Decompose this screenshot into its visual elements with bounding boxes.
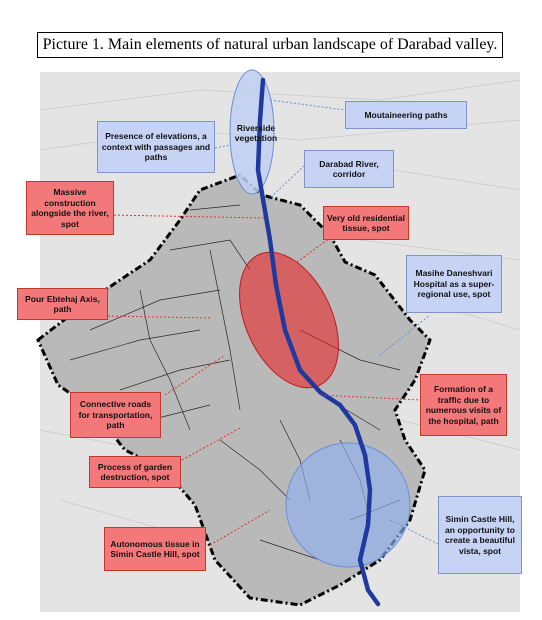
label-presence-of-elevations: Presence of elevations, a context with passages and paths bbox=[97, 121, 215, 173]
label-massive-construction: Massive construction alongside the river, spot bbox=[26, 181, 114, 235]
label-garden-destruction: Process of garden destruction, spot bbox=[89, 456, 181, 488]
label-riverside-vegetation: Riverside vegetation bbox=[234, 122, 278, 143]
label-very-old-residential: Very old residential tissue, spot bbox=[323, 206, 409, 240]
label-formation-of-traffic: Formation of a traffic due to numerous visits of the hospital, path bbox=[420, 374, 507, 436]
label-masihe-hospital: Masihe Daneshvari Hospital as a super-regional use, spot bbox=[406, 255, 502, 313]
label-simin-castle-hill: Simin Castle Hill, an opportunity to create a beautiful vista, spot bbox=[438, 496, 522, 574]
figure-caption: Picture 1. Main elements of natural urban landscape of Darabad valley. bbox=[37, 32, 503, 58]
simin-castle-hill-zone bbox=[286, 443, 410, 567]
label-darabad-river: Darabad River, corridor bbox=[304, 150, 394, 188]
label-pour-ebtehaj: Pour Ebtehaj Axis, path bbox=[17, 288, 108, 320]
label-moutaineering-paths: Moutaineering paths bbox=[345, 101, 467, 129]
label-autonomous-tissue: Autonomous tissue in Simin Castle Hill, spot bbox=[104, 527, 206, 571]
label-connective-roads: Connective roads for transportation, path bbox=[70, 392, 161, 438]
